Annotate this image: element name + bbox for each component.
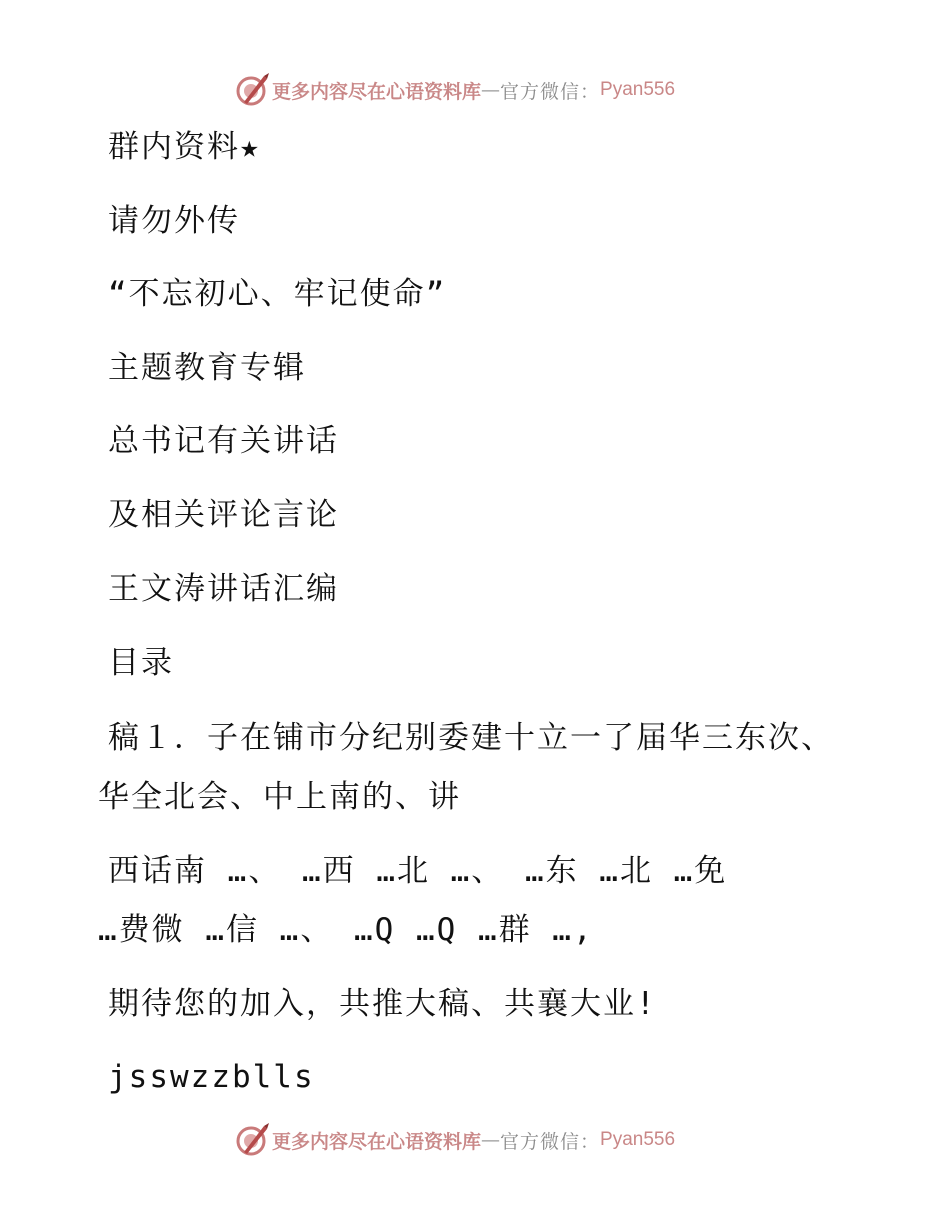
watermark-wechat-id: Pyan556 [600, 79, 676, 100]
text-line: 目录 [108, 645, 174, 681]
watermark-separator: — [481, 79, 501, 101]
text-line: 西话南 …、 …西 …北 …、 …东 …北 …免 [108, 853, 728, 889]
text-line: jsswzzblls [108, 1059, 315, 1095]
text-line: 及相关评论言论 [108, 497, 339, 533]
text-line: 稿１．子在铺市分纪别委建十立一了届华三东次、 [108, 720, 834, 756]
text-line: …费微 …信 …、 …Q …Q …群 …, [98, 912, 594, 948]
quill-logo-icon [234, 72, 270, 108]
watermark-text: 更多内容尽在心语资料库 [272, 80, 482, 103]
watermark-text: 更多内容尽在心语资料库 [272, 1130, 482, 1153]
header-watermark [234, 72, 675, 108]
watermark-wechat-label: 官方微信： [500, 1130, 601, 1153]
footer-watermark [234, 1122, 675, 1158]
text-line: “不忘初心、牢记使命” [108, 276, 447, 312]
text-line: 请勿外传 [108, 203, 240, 239]
text-line: 王文涛讲话汇编 [108, 571, 339, 607]
quill-logo-icon [234, 1122, 270, 1158]
text-line: 总书记有关讲话 [108, 423, 339, 459]
watermark-wechat-id: Pyan556 [600, 1129, 676, 1150]
text-line: 华全北会、中上南的、讲 [98, 779, 461, 815]
watermark-wechat-label: 官方微信： [500, 80, 601, 103]
text-line: 主题教育专辑 [108, 350, 306, 386]
watermark-separator: — [481, 1129, 501, 1151]
text-line: 期待您的加入，共推大稿、共襄大业! [108, 986, 657, 1022]
text-line: 群内资料★ [108, 129, 261, 165]
